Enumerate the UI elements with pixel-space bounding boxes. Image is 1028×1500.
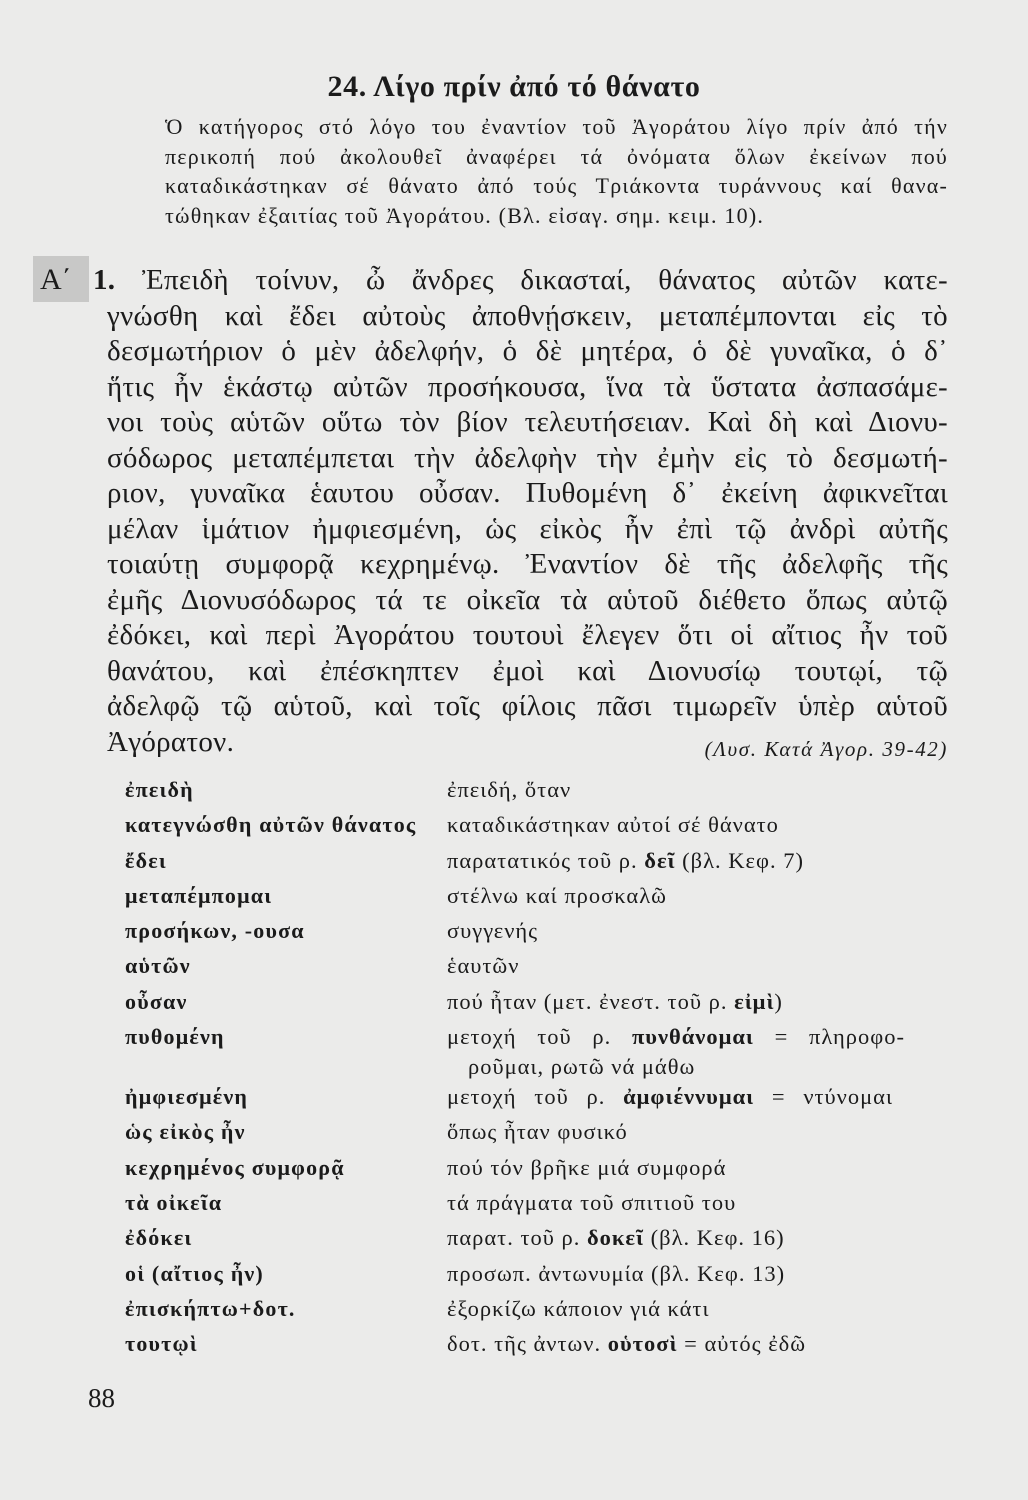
definition-keyword: δοκεῖ [587,1225,645,1251]
glossary-row [0,984,1028,1019]
passage-line: ριον, γυναῖκα ἑαυτου οὖσαν. Πυθομένη δ᾽ ἐκείνη ἀφικνεῖται [107,477,948,509]
definition-keyword: δεῖ [644,847,676,873]
definition-text: μετοχή τοῦ ρ. [447,1084,624,1110]
glossary-term: οὖσαν [125,988,188,1014]
passage-line: νοι τοὺς αὑτῶν οὕτω τὸν βίον τελευτήσειαν. Καὶ δὴ καὶ Διονυ- [107,406,948,438]
glossary-term: μεταπέμπομαι [125,882,273,908]
glossary-definition: ἑαυτῶν [447,953,520,979]
glossary-term: προσήκων, -ουσα [125,918,305,944]
passage-line: σόδωρος μεταπέμπεται τὴν ἀδελφὴν τὴν ἐμὴν εἰς τὸ δεσμωτή- [107,441,948,474]
definition-text: = ντύνομαι [754,1084,894,1110]
glossary-row [0,772,1028,807]
paragraph-number: 1. [93,264,116,296]
glossary-row [0,878,1028,913]
glossary-row [0,843,1028,878]
glossary-row [0,1079,1028,1114]
definition-text: = αὐτός ἐδῶ [677,1331,807,1357]
definition-keyword: εἰμὶ [734,988,775,1014]
glossary-definition [447,984,783,1019]
section-marker: Α΄ [33,256,89,302]
glossary-definition: συγγενής [447,918,539,944]
intro-line: καταδικάστηκαν σέ θάνατο ἀπό τούς Τριάκοντα τυράννους καί θανα- [165,173,948,198]
glossary-term: τὰ οἰκεῖα [125,1189,223,1215]
glossary-row [0,913,1028,948]
glossary-term: ἠμφιεσμένη [125,1084,249,1110]
intro-line: περικοπή πού ἀκολουθεῖ ἀναφέρει τά ὀνόματα ὅλων ἐκείνων πού [165,143,948,169]
glossary-term: ἐπισκήπτω+δοτ. [125,1295,296,1321]
ancient-text-passage [93,263,948,761]
passage-line-text: Ἀγόρατον. [107,725,235,758]
intro-line: Ὁ κατήγορος στό λόγο του ἐναντίον τοῦ Ἀγοράτου λίγο πρίν ἀπό τήν [165,114,948,139]
glossary-row [0,1220,1028,1255]
definition-continuation: ροῦμαι, ρωτῶ νά μάθω [468,1054,696,1080]
glossary-term: πυθομένη [125,1024,225,1050]
definition-text: (βλ. Κεφ. 7) [675,847,804,873]
glossary-term: κεχρημένος συμφορᾷ [125,1154,345,1180]
glossary-definition [447,1326,806,1361]
source-citation: (Λυσ. Κατά Ἀγορ. 39-42) [704,736,948,761]
definition-text: πού ἦταν (μετ. ἐνεστ. τοῦ ρ. [447,988,735,1014]
definition-keyword: ἀμφιέννυμαι [623,1084,755,1110]
glossary-term: αὑτῶν [125,953,191,979]
glossary-row [0,1326,1028,1361]
glossary-row [0,1019,1028,1079]
glossary-definition: ἐξορκίζω κάποιον γιά κάτι [447,1295,710,1321]
definition-keyword: πυνθάνομαι [631,1024,754,1050]
glossary-term: ἐδόκει [125,1225,193,1251]
passage-line: δεσμωτήριον ὁ μὲν ἀδελφήν, ὁ δὲ μητέρα, ὁ δὲ γυναῖκα, ὁ δ᾽ [107,335,948,367]
glossary-term: κατεγνώσθη αὐτῶν θάνατος [125,812,417,838]
definition-text: (βλ. Κεφ. 16) [644,1225,785,1251]
vocabulary-glossary [0,772,1028,1361]
passage-line: μέλαν ἱμάτιον ἠμφιεσμένη, ὡς εἰκὸς ἦν ἐπὶ τῷ ἀνδρὶ αὐτῆς [107,512,948,545]
definition-text: μετοχή τοῦ ρ. [447,1024,632,1050]
glossary-definition: προσωπ. ἀντωνυμία (βλ. Κεφ. 13) [447,1260,786,1286]
glossary-row [0,1256,1028,1291]
lesson-title: 24. Λίγο πρίν ἀπό τό θάνατο [327,70,701,103]
passage-line [93,263,948,299]
definition-text: παρατατικός τοῦ ρ. [447,847,645,873]
passage-line: ἀδελφῷ τῷ αὑτοῦ, καὶ τοῖς φίλοις πᾶσι τιμωρεῖν ὑπὲρ αὑτοῦ [107,690,948,722]
definition-text: ) [774,988,783,1014]
glossary-term: ὡς εἰκὸς ἦν [125,1119,246,1145]
glossary-definition: πού τόν βρῆκε μιά συμφορά [447,1154,727,1180]
passage-line-text: Ἐπειδὴ τοίνυν, ὦ ἄνδρες δικασταί, θάνατος αὐτῶν κατε- [141,264,948,296]
definition-text: παρατ. τοῦ ρ. [447,1225,587,1251]
glossary-definition: τά πράγματα τοῦ σπιτιοῦ του [447,1189,737,1215]
glossary-definition [447,843,804,878]
glossary-row [0,1114,1028,1149]
passage-line: γνώσθη καὶ ἔδει αὐτοὺς ἀποθνῄσκειν, μεταπέμπονται εἰς τὸ [107,299,948,332]
definition-text: δοτ. τῆς ἀντων. [447,1331,608,1357]
intro-paragraph [165,112,948,230]
glossary-row [0,1150,1028,1185]
glossary-definition: καταδικάστηκαν αὐτοί σέ θάνατο [447,812,779,838]
glossary-row [0,1291,1028,1326]
definition-text: = πληροφο- [753,1024,906,1050]
glossary-definition [447,1220,785,1255]
glossary-row [0,1185,1028,1220]
definition-keyword: οὑτοσὶ [607,1331,678,1357]
definition-line [447,1019,905,1054]
glossary-row [0,807,1028,842]
glossary-definition: στέλνω καί προσκαλῶ [447,882,667,908]
glossary-definition [447,1079,893,1114]
glossary-term: οἱ (αἴτιος ἦν) [125,1260,264,1286]
glossary-definition: ὅπως ἦταν φυσικό [447,1119,628,1145]
passage-line: ἥτις ἦν ἑκάστῳ αὐτῶν προσήκουσα, ἵνα τὰ ὕστατα ἀσπασάμε- [107,370,948,403]
glossary-term: ἐπειδὴ [125,777,194,802]
passage-line: ἐμῆς Διονυσόδωρος τά τε οἰκεῖα τὰ αὑτοῦ διέθετο ὅπως αὐτῷ [107,583,948,616]
passage-line: θανάτου, καὶ ἐπέσκηπτεν ἐμοὶ καὶ Διονυσίῳ τουτῳί, τῷ [107,654,948,687]
glossary-definition: ἐπειδή, ὅταν [447,777,572,802]
definition-line [447,1079,893,1114]
passage-line: τοιαύτῃ συμφορᾷ κεχρημένῳ. Ἐναντίον δὲ τῆς ἀδελφῆς τῆς [107,548,948,580]
glossary-definition [447,1019,905,1079]
page-number: 88 [88,1383,115,1413]
glossary-term: ἔδει [125,847,167,873]
passage-line [107,725,948,761]
glossary-row [0,948,1028,983]
intro-line: τώθηκαν ἐξαιτίας τοῦ Ἀγοράτου. (Βλ. εἰσαγ. σημ. κειμ. 10). [165,202,765,228]
passage-line: ἐδόκει, καὶ περὶ Ἀγοράτου τουτουὶ ἔλεγεν ὅτι οἱ αἴτιος ἦν τοῦ [107,619,948,651]
glossary-term: τουτῳὶ [125,1331,198,1357]
